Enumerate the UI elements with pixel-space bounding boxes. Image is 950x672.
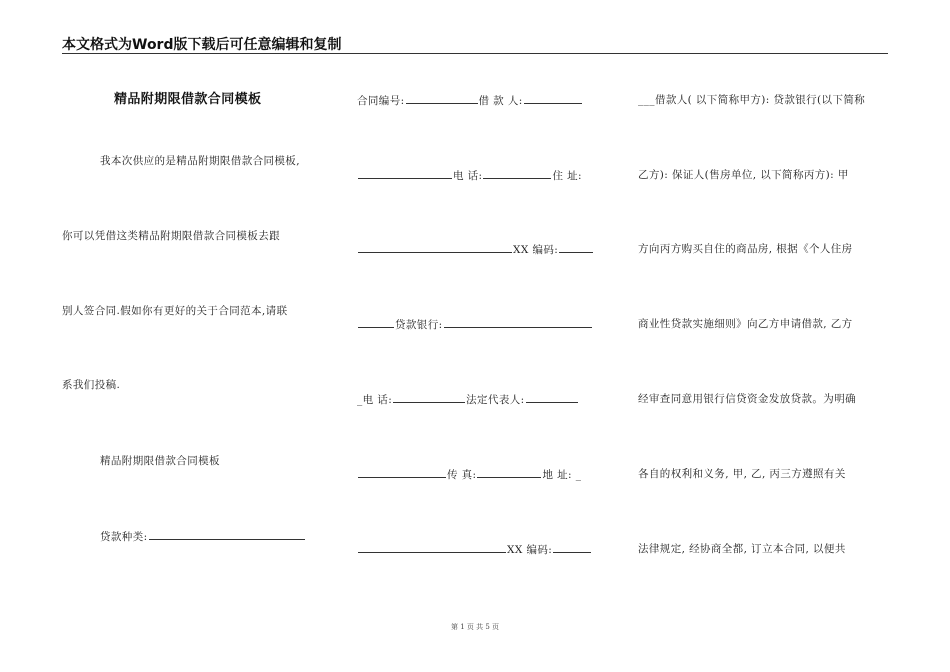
contract-subtitle: 精品附期限借款合同模板 [100, 455, 220, 467]
postal-code-row-1 [357, 242, 594, 257]
body-line-4: 商业性贷款实施细则》向乙方申请借款, 乙方 [638, 318, 853, 330]
address-2-label: 地 址: _ [542, 469, 582, 481]
body-line-1: ___借款人( 以下简称甲方): 贷款银行(以下简称 [638, 94, 866, 106]
lender-bank-blank [444, 317, 592, 328]
contract-borrower-row [357, 93, 583, 108]
body-line-3: 方向丙方购买自住的商品房, 根据《个人住房 [638, 243, 853, 255]
phone-address-row-1 [357, 168, 582, 183]
xx-code-2-blank [553, 542, 591, 553]
column-left [62, 0, 332, 600]
body-line-2: 乙方): 保证人(售房单位, 以下简称丙方): 甲 [638, 169, 849, 181]
phone-2-blank [393, 392, 465, 403]
fax-blank-lead [358, 467, 446, 478]
fax-address-row [357, 467, 581, 482]
phone-1-blank-lead [358, 168, 452, 179]
contract-no-label: 合同编号: [357, 95, 405, 107]
loan-type-blank [149, 529, 305, 540]
xx-code-1-blank [559, 242, 593, 253]
intro-line-1: 我本次供应的是精品附期限借款合同模板, [100, 155, 300, 167]
xx-code-1-label: XX 编码: [513, 244, 559, 256]
phone-2-label: _电 话: [357, 394, 393, 406]
intro-line-2: 你可以凭借这类精品附期限借款合同模板去跟 [62, 230, 280, 242]
phone-legal-rep-row [357, 392, 579, 407]
loan-type-field [100, 529, 306, 544]
body-line-7: 法律规定, 经协商全都, 订立本合同, 以便共 [638, 543, 846, 555]
column-middle [357, 0, 609, 600]
borrower-blank [524, 93, 582, 104]
document-header-title: 本文格式为Word版下载后可任意编辑和复制 [62, 37, 342, 53]
xx-code-2-label: XX 编码: [507, 544, 553, 556]
lender-bank-blank-lead [358, 317, 394, 328]
lender-bank-row [357, 317, 593, 332]
intro-line-3: 别人签合同.假如你有更好的关于合同范本,请联 [62, 305, 288, 317]
contract-title: 精品附期限借款合同模板 [114, 92, 262, 107]
lender-bank-label: 贷款银行: [395, 319, 443, 331]
fax-blank [477, 467, 541, 478]
loan-type-label: 贷款种类: [100, 531, 148, 543]
postal-code-2-blank-lead [358, 542, 506, 553]
postal-code-1-blank-lead [358, 242, 512, 253]
borrower-label: 借 款 人: [478, 95, 523, 107]
page-number: 第 1 页 共 5 页 [450, 623, 500, 631]
body-line-5: 经审查同意用银行信贷资金发放贷款。为明确 [638, 393, 856, 405]
address-1-label: 住 址: [552, 170, 582, 182]
phone-1-label: 电 话: [453, 170, 483, 182]
postal-code-row-2 [357, 542, 592, 557]
column-right [638, 0, 890, 600]
legal-rep-label: 法定代表人: [466, 394, 525, 406]
contract-no-blank [406, 93, 478, 104]
phone-1-blank [483, 168, 551, 179]
body-line-6: 各自的权利和义务, 甲, 乙, 丙三方遵照有关 [638, 468, 846, 480]
legal-rep-blank [526, 392, 578, 403]
intro-line-4: 系我们投稿. [62, 379, 121, 391]
fax-label: 传 真: [447, 469, 477, 481]
